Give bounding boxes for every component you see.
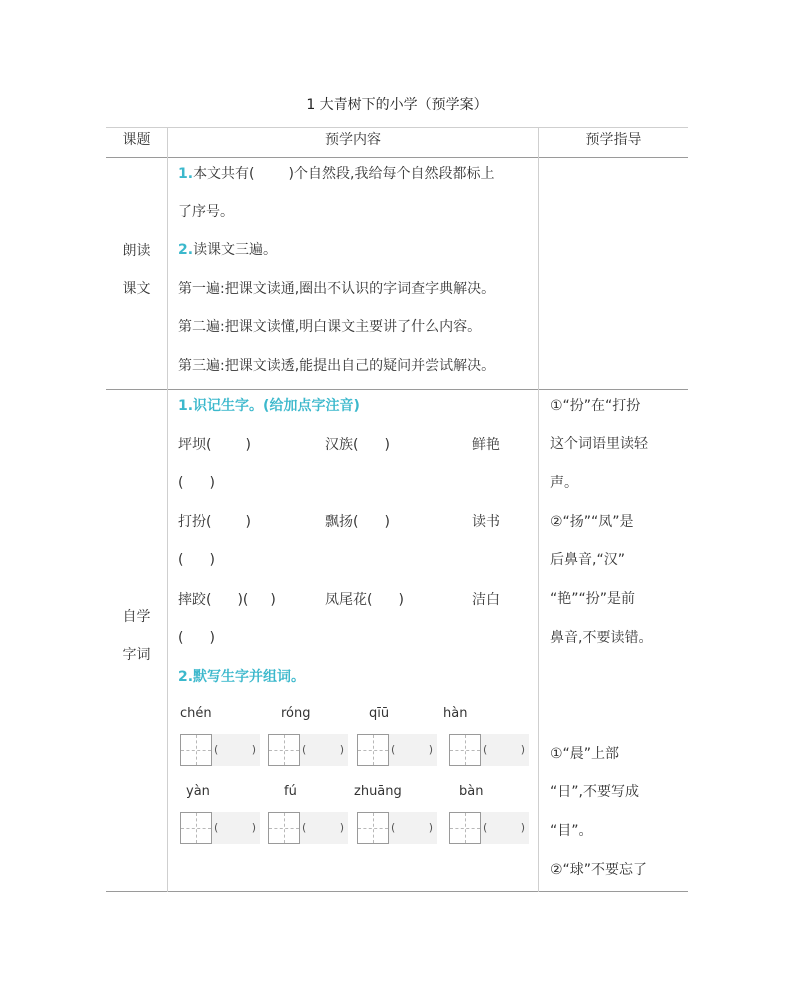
word-hanzu: 汉族( ) — [325, 437, 390, 453]
word-shuaijiao: 摔跤( )( ) — [178, 592, 276, 608]
writing-box-rong[interactable] — [268, 734, 300, 766]
word-blank-han[interactable]: ( ) — [481, 734, 529, 766]
writing-box-ban[interactable] — [449, 812, 481, 844]
word-daban: 打扮( ) — [178, 514, 251, 530]
section-divider-rule — [106, 389, 688, 390]
item1-line1 — [178, 165, 494, 183]
word-blank-fu[interactable]: ( ) — [300, 812, 348, 844]
guide-line-8: ①“晨”上部 — [550, 746, 620, 762]
column-divider-left — [167, 127, 168, 892]
word-dushu: 读书 — [472, 514, 500, 530]
item1-number: 1. — [178, 166, 194, 182]
guide-line-7: 鼻音,不要读错。 — [550, 630, 653, 646]
header-topic: 课题 — [122, 132, 151, 148]
word-jiebai: 洁白 — [472, 592, 500, 608]
writing-box-qiu[interactable] — [357, 734, 389, 766]
guide-line-5: 后鼻音,“汉” — [550, 552, 625, 568]
pinyin-qiu: qīū — [369, 706, 390, 721]
column-divider-right — [538, 127, 539, 892]
guide-line-6: “艳”“扮”是前 — [550, 591, 636, 607]
item1-text-a: 本文共有( — [193, 166, 255, 182]
guide-line-4: ②“扬”“凤”是 — [550, 514, 634, 530]
writing-box-han[interactable] — [449, 734, 481, 766]
step-1: 第一遍:把课文读通,圈出不认识的字词查字典解决。 — [178, 281, 496, 297]
item2-number: 2. — [178, 242, 194, 258]
writing-box-yan[interactable] — [180, 812, 212, 844]
item2-text: 读课文三遍。 — [193, 242, 278, 258]
guide-line-1: ①“扮”在“打扮 — [550, 398, 641, 414]
header-bottom-rule — [106, 157, 688, 158]
section1-label-line1: 朗读 — [122, 243, 151, 259]
heading-recognize-characters: 1.识记生字。(给加点字注音) — [178, 398, 360, 414]
word-piaoyang: 飘扬( ) — [325, 514, 390, 530]
word-xianyan-paren: ( ) — [178, 475, 215, 491]
guide-line-11: ②“球”不要忘了 — [550, 862, 648, 878]
word-blank-chen[interactable]: ( ) — [212, 734, 260, 766]
table-bottom-rule — [106, 891, 688, 892]
pinyin-han: hàn — [443, 706, 468, 721]
word-blank-rong[interactable]: ( ) — [300, 734, 348, 766]
heading-write-characters: 2.默写生字并组词。 — [178, 669, 306, 685]
section2-label-line1: 自学 — [122, 609, 151, 625]
writing-box-fu[interactable] — [268, 812, 300, 844]
item1-line2: 了序号。 — [178, 204, 234, 220]
item2-line — [178, 241, 277, 259]
pinyin-yan: yàn — [186, 784, 210, 799]
guide-line-9: “日”,不要写成 — [550, 784, 639, 800]
word-pingba: 坪坝( ) — [178, 437, 251, 453]
guide-line-10: “目”。 — [550, 823, 593, 839]
pinyin-rong: róng — [281, 706, 311, 721]
step-2: 第二遍:把课文读懂,明白课文主要讲了什么内容。 — [178, 319, 482, 335]
section2-label-line2: 字词 — [122, 647, 151, 663]
word-dushu-paren: ( ) — [178, 552, 215, 568]
guide-line-3: 声。 — [550, 475, 578, 491]
pinyin-zhuang: zhuāng — [354, 784, 402, 799]
header-guide: 预学指导 — [585, 132, 642, 148]
writing-box-zhuang[interactable] — [357, 812, 389, 844]
document-title: 1 大青树下的小学（预学案） — [306, 97, 488, 113]
section1-label-line2: 课文 — [122, 281, 151, 297]
pinyin-ban: bàn — [459, 784, 484, 799]
word-blank-zhuang[interactable]: ( ) — [389, 812, 437, 844]
word-blank-qiu[interactable]: ( ) — [389, 734, 437, 766]
word-blank-ban[interactable]: ( ) — [481, 812, 529, 844]
pinyin-fu: fú — [284, 784, 297, 799]
word-xianyan: 鲜艳 — [472, 437, 500, 453]
word-fengweihua: 凤尾花( ) — [325, 592, 404, 608]
header-content: 预学内容 — [325, 132, 381, 148]
pinyin-chen: chén — [180, 706, 212, 721]
writing-box-chen[interactable] — [180, 734, 212, 766]
guide-line-2: 这个词语里读轻 — [550, 436, 648, 452]
item1-text-b: )个自然段,我给每个自然段都标上 — [288, 166, 495, 182]
table-top-rule — [106, 127, 688, 128]
word-jiebai-paren: ( ) — [178, 630, 215, 646]
step-3: 第三遍:把课文读透,能提出自己的疑问并尝试解决。 — [178, 358, 496, 374]
word-blank-yan[interactable]: ( ) — [212, 812, 260, 844]
